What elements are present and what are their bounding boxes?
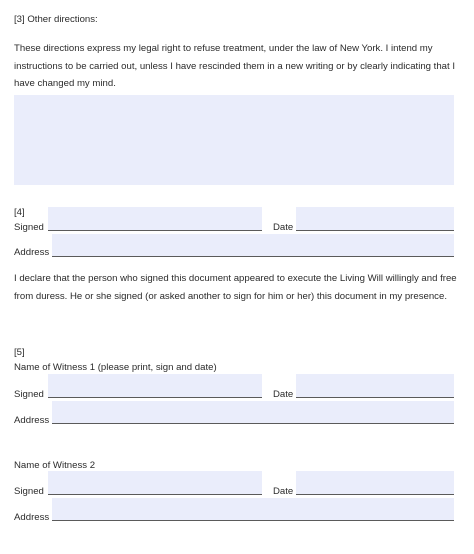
witness-1-address-field[interactable]	[52, 401, 454, 424]
signed-label: Signed	[14, 222, 44, 233]
date-field[interactable]	[296, 207, 454, 231]
witness-2-signed-underline	[48, 494, 262, 495]
witness-2-signed-label: Signed	[14, 486, 44, 497]
address-underline	[52, 256, 454, 257]
section-3-heading: [3] Other directions:	[14, 14, 98, 25]
witness-2-label: Name of Witness 2	[14, 460, 96, 471]
witness-1-date-underline	[296, 397, 454, 398]
witness-2-address-label: Address	[14, 512, 50, 523]
date-label: Date	[273, 222, 294, 233]
address-label: Address	[14, 247, 50, 258]
witness-1-label: Name of Witness 1 (please print, sign and date)	[14, 362, 217, 373]
section-5-number: [5]	[14, 347, 25, 358]
witness-1-date-label: Date	[273, 389, 294, 400]
witness-1-signed-underline	[48, 397, 262, 398]
witness-1-signed-field[interactable]	[48, 374, 262, 398]
address-field[interactable]	[52, 234, 454, 257]
witness-declaration: I declare that the person who signed this document appeared to execute the Living Will willingly and free from duress. He or she signed (or asked another to sign for him or her) this document in my presence.	[14, 273, 457, 302]
witness-1-date-field[interactable]	[296, 374, 454, 398]
witness-1-address-underline	[52, 423, 454, 424]
witness-2-address-field[interactable]	[52, 498, 454, 521]
witness-2-signed-field[interactable]	[48, 471, 262, 495]
witness-1-address-label: Address	[14, 415, 50, 426]
signed-underline	[48, 230, 262, 231]
date-underline	[296, 230, 454, 231]
witness-2-address-underline	[52, 520, 454, 521]
witness-2-date-field[interactable]	[296, 471, 454, 495]
witness-2-date-underline	[296, 494, 454, 495]
section-4-number: [4]	[14, 207, 25, 218]
witness-2-date-label: Date	[273, 486, 294, 497]
other-directions-field[interactable]	[14, 95, 454, 185]
signed-field[interactable]	[48, 207, 262, 231]
section-3-paragraph: These directions express my legal right to refuse treatment, under the law of New York. I intend my instructions to be carried out, unless I have rescinded them in a new writing or by clearly indicating that I have changed my mind.	[14, 43, 456, 89]
witness-1-signed-label: Signed	[14, 389, 44, 400]
